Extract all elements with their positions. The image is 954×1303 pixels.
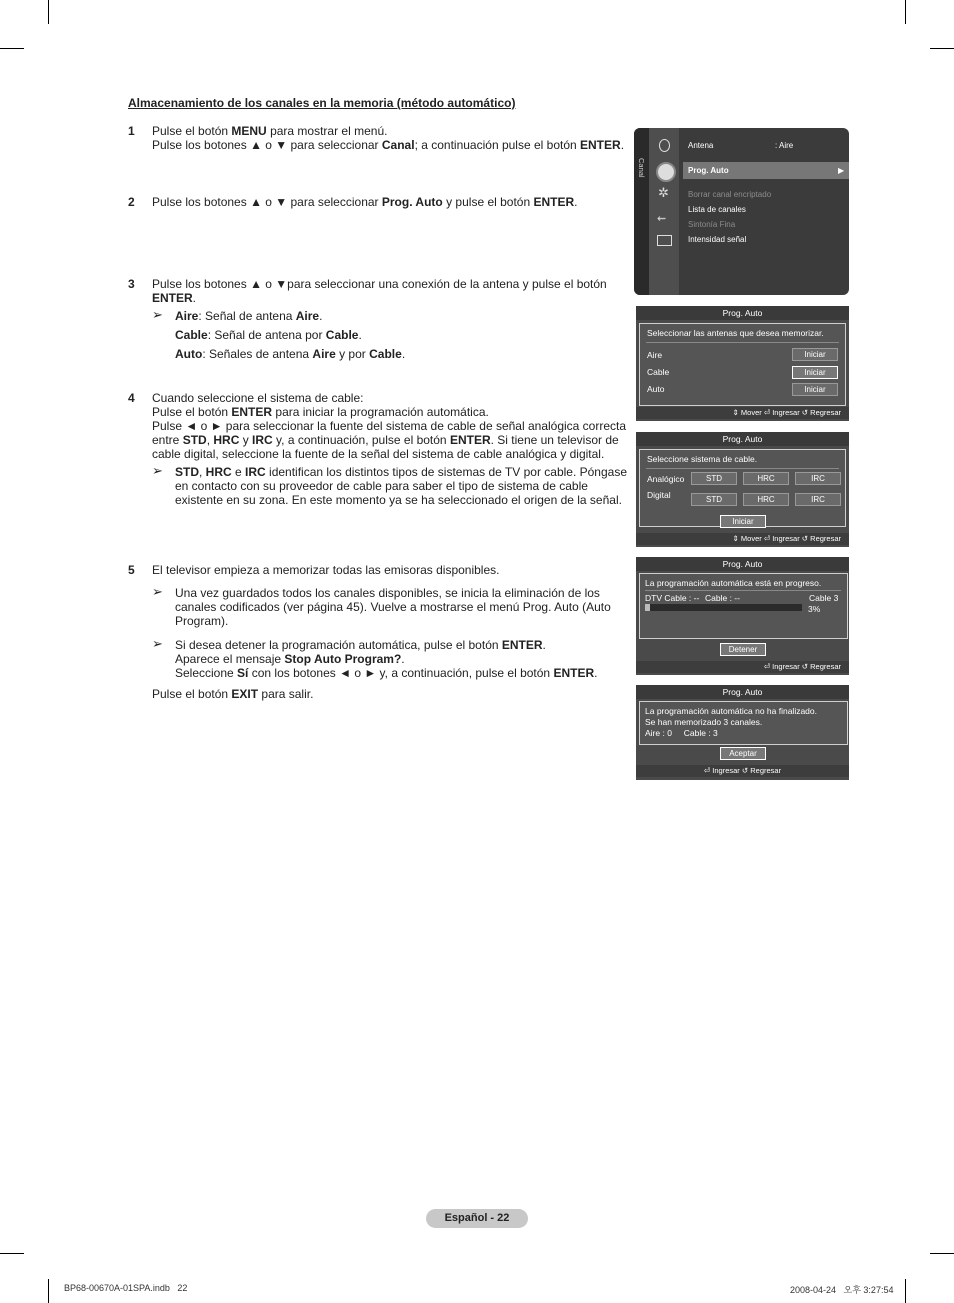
digital-label: Digital [647,490,671,500]
channel-icon[interactable] [656,162,676,182]
menu-item-prog-auto-label[interactable]: Prog. Auto [688,166,729,175]
digital-hrc-option[interactable]: HRC [743,493,789,506]
cable-start-button[interactable]: Iniciar [792,366,838,379]
note-arrow-icon: ➢ [152,584,163,599]
analog-hrc-option[interactable]: HRC [743,472,789,485]
footer-file-info: BP68-00670A-01SPA.indb 22 [64,1283,188,1293]
page-number-badge: Español - 22 [426,1209,528,1228]
osd-title: Prog. Auto [636,685,849,699]
menu-icon-column [649,128,679,295]
step-text: Pulse los botones ▲ o ▼ para seleccionar Prog. Auto y pulse el botón ENTER. [152,195,578,209]
note: ➢ Aire: Señal de antena Aire. Cable: Señal de antena por Cable. Auto: Señales de antena Aire y por Cable. [152,307,406,361]
note: ➢ Si desea detener la programación automática, pulse el botón ENTER. Aparece el mensaje Stop Auto Program?. Seleccione Sí con los botones ◄ o ► y, a continuación, pulse el botón ENTER. [152,636,598,680]
antenna-auto-label: Auto [647,384,665,394]
step-number: 5 [128,563,135,577]
note: ➢ STD, HRC e IRC identifican los distintos tipos de sistemas de TV por cable. Póngase en contacto con su proveedor de cable para saber el tipo de sistema de cable existente en su zona. En este momento ya se ha seleccionado el origen de la señal. [152,463,627,507]
setup-icon[interactable]: ✲ [658,185,669,200]
crop-mark [930,1253,954,1254]
picture-icon[interactable] [659,139,670,152]
analog-std-option[interactable]: STD [691,472,737,485]
antenna-aire-label: Aire [647,350,663,360]
submenu-arrow-icon: ▶ [838,166,845,175]
osd-panel [639,323,846,406]
osd-divider [646,468,839,469]
step-text: Pulse el botón MENU para mostrar el menú. Pulse los botones ▲ o ▼ para seleccionar Canal; a continuación pulse el botón ENTER. [152,124,625,152]
osd-footer: ⇕ Mover ⏎ Ingresar ↺ Regresar [636,533,849,545]
progress-bar [645,604,802,611]
auto-start-button[interactable]: Iniciar [792,383,838,396]
prog-auto-antenna-osd [636,306,849,421]
osd-title: Prog. Auto [636,557,849,571]
osd-divider [645,590,841,591]
aire-start-button[interactable]: Iniciar [792,348,838,361]
osd-prompt: Seleccione sistema de cable. [647,454,758,464]
osd-panel [639,573,848,639]
prog-auto-cable-system-osd [636,432,849,547]
note-arrow-icon: ➢ [152,636,163,651]
note-arrow-icon: ➢ [152,463,163,478]
menu-item-sintonia[interactable]: Sintonía Fina [688,220,736,229]
crop-mark [0,1253,24,1254]
crop-mark [48,0,49,24]
analog-irc-option[interactable]: IRC [795,472,841,485]
crop-mark [48,1279,49,1303]
menu-item-lista[interactable]: Lista de canales [688,205,746,214]
progress-status: La programación automática está en progreso. [645,578,822,588]
step-text: Pulse los botones ▲ o ▼para seleccionar una conexión de la antena y pulse el botón ENTER. ➢ Aire: Señal de antena Aire. Cable: Señal de antena por Cable. Auto: Señales de antena Aire y por Cable. [152,277,627,361]
osd-panel [639,701,848,745]
application-icon[interactable] [657,235,672,246]
channel-menu-osd [634,128,849,295]
stop-button[interactable]: Detener [720,643,766,656]
crop-mark [905,0,906,24]
step-number: 3 [128,277,135,291]
cable-status: Cable : -- [705,593,740,603]
menu-item-antena-value: : Aire [775,141,794,150]
result-line-1: La programación automática no ha finalizado. [645,706,817,716]
step-number: 1 [128,124,135,138]
prog-auto-result-osd [636,685,849,780]
osd-footer: ⏎ Ingresar ↺ Regresar [636,661,849,673]
step-text: Cuando seleccione el sistema de cable: Pulse el botón ENTER para iniciar la programación automática. Pulse ◄ o ► para seleccionar la fuente del sistema de cable de señal analógica correcta entre STD, HRC y IRC y, a continuación, pulse el botón ENTER. Si tiene un televisor de cable digital, seleccione la fuente de la señal del sistema de cable analógica y digital. ➢ STD, HRC e IRC identifican los distintos tipos de sistemas de TV por cable. Póngase en contacto con su proveedor de cable para saber el tipo de sistema de cable existente en su zona. En este momento ya se ha seleccionado el origen de la señal. [152,391,627,507]
footer-timestamp: 2008-04-24 오후 3:27:54 [790,1285,894,1295]
dtv-cable-status: DTV Cable : -- [645,593,700,603]
exit-instruction: Pulse el botón EXIT para salir. [152,687,314,701]
section-heading: Almacenamiento de los canales en la memoria (método automático) [128,96,516,110]
result-line-2: Se han memorizado 3 canales. [645,717,763,727]
input-icon[interactable]: ⇜ [657,213,667,225]
menu-item-antena-label[interactable]: Antena [688,141,714,150]
crop-mark [0,48,24,49]
step-number: 2 [128,195,135,209]
menu-item-intensidad[interactable]: Intensidad señal [688,235,747,244]
step-text: El televisor empieza a memorizar todas las emisoras disponibles. ➢ Una vez guardados todos los canales disponibles, se inicia la eliminación de los canales codificados (ver página 45). Vuelve a mostrarse el menú Prog. Auto (Auto Program). ➢ Si desea detener la programación automática, pulse el botón ENTER. Aparece el mensaje Stop Auto Program?. Seleccione Sí con los botones ◄ o ► y, a continuación, pulse el botón ENTER. Pulse el botón EXIT para salir. [152,563,627,701]
osd-title: Prog. Auto [636,306,849,320]
digital-irc-option[interactable]: IRC [795,493,841,506]
analog-label: Analógico [647,474,685,484]
crop-mark [905,1279,906,1303]
menu-side-bar [634,128,649,295]
osd-footer: ⏎ Ingresar ↺ Regresar [636,765,849,777]
menu-side-label: Canal [637,158,646,178]
note-arrow-icon: ➢ [152,307,163,322]
crop-mark [930,48,954,49]
prog-auto-progress-osd [636,557,849,675]
start-button[interactable]: Iniciar [720,515,766,528]
osd-footer: ⇕ Mover ⏎ Ingresar ↺ Regresar [636,407,849,419]
progress-percent: 3% [808,604,821,614]
osd-divider [646,342,839,343]
result-line-3: Aire : 0 Cable : 3 [645,728,718,738]
note: ➢ Una vez guardados todos los canales disponibles, se inicia la eliminación de los canales codificados (ver página 45). Vuelve a mostrarse el menú Prog. Auto (Auto Program). [152,584,611,628]
accept-button[interactable]: Aceptar [720,747,766,760]
current-channel: Cable 3 [809,593,839,603]
menu-item-borrar[interactable]: Borrar canal encriptado [688,190,772,199]
osd-title: Prog. Auto [636,432,849,446]
progress-bar-fill [645,604,650,611]
antenna-cable-label: Cable [647,367,670,377]
digital-std-option[interactable]: STD [691,493,737,506]
osd-prompt: Seleccionar las antenas que desea memorizar. [647,328,824,338]
step-number: 4 [128,391,135,405]
